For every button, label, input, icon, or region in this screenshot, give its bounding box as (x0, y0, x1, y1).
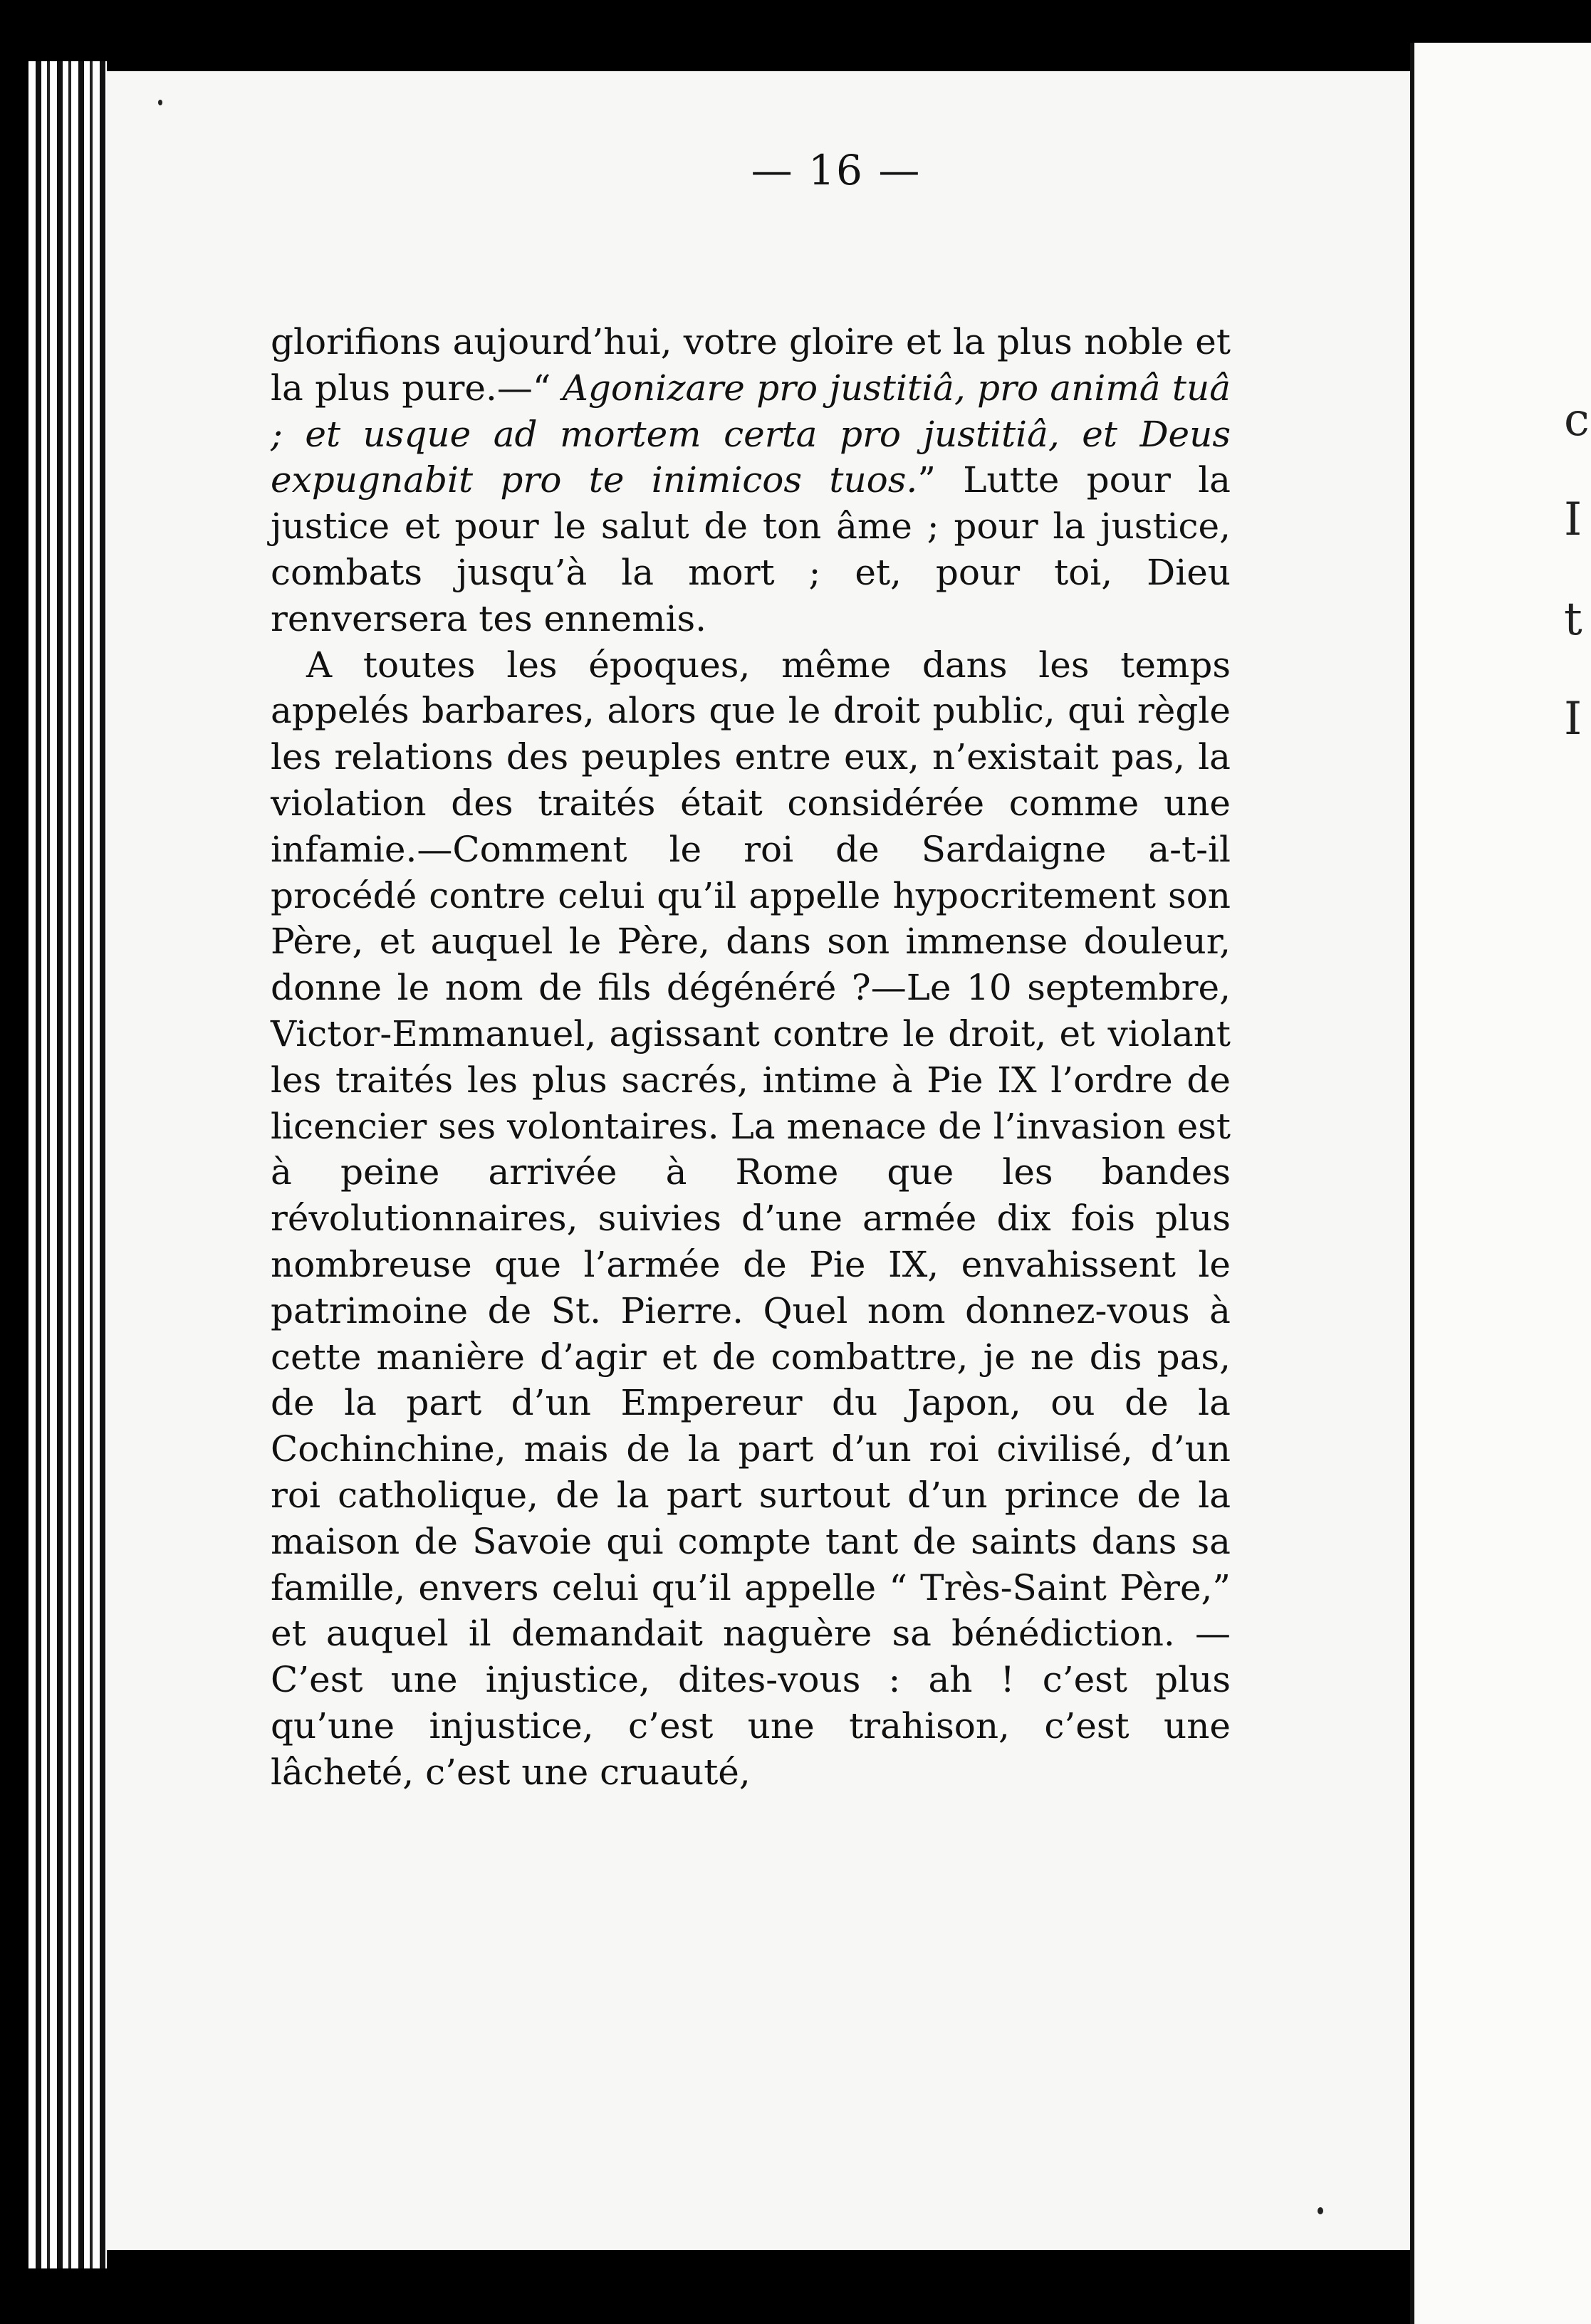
adjacent-page-edge (1410, 43, 1591, 2324)
paragraph-lead-text: glorifions aujourd’hui, votre gloire et la plus noble et la plus pure.—“ (271, 321, 1231, 409)
ink-speck (1318, 2207, 1323, 2214)
paragraph-translation-text: ” Lutte pour la justice et pour le salut de ton âme ; pour la justice, combats jusqu’à la mort ; et, pour toi, Dieu renversera tes ennemis. (271, 459, 1231, 639)
ink-speck (158, 100, 162, 105)
latin-quotation: Agonizare pro justitiâ, pro animâ tuâ ; et usque ad mortem certa pro justitiâ, et Deus expugnabit pro te inimicos tuos. (271, 367, 1231, 501)
page-body-text (271, 319, 1231, 1796)
book-spine-edge (28, 61, 107, 2268)
paragraph: A toutes les époques, même dans les temps appelés barbares, alors que le droit public, qui règle les relations des peuples entre eux, n’existait pas, la violation des traités était considérée comme une infamie.—Comment le roi de Sardaigne a-t-il procédé contre celui qu’il appelle hypocritement son Père, et auquel le Père, dans son immense douleur, donne le nom de fils dégénéré ?—Le 10 septembre, Victor-Emmanuel, agissant contre le droit, et violant les traités les plus sacrés, intime à Pie IX l’ordre de licencier ses volontaires. La menace de l’invasion est à peine arrivée à Rome que les bandes révolutionnaires, suivies d’une armée dix fois plus nombreuse que l’armée de Pie IX, envahissent le patrimoine de St. Pierre. Quel nom donnez-vous à cette manière d’agir et de combattre, je ne dis pas, de la part d’un Empereur du Japon, ou de la Cochinchine, mais de la part d’un roi civilisé, d’un roi catholique, de la part surtout d’un prince de la maison de Savoie qui compte tant de saints dans sa famille, envers celui qu’il appelle “ Très-Saint Père,” et auquel il demandait naguère sa bénédiction. — C’est une injustice, dites-vous : ah ! c’est plus qu’une injustice, c’est une trahison, c’est une lâcheté, c’est une cruauté, (271, 644, 1231, 1793)
adjacent-page-letters: c I t I (1564, 394, 1590, 745)
page-number: — 16 — (751, 146, 922, 194)
paragraph-continued (271, 319, 1231, 642)
